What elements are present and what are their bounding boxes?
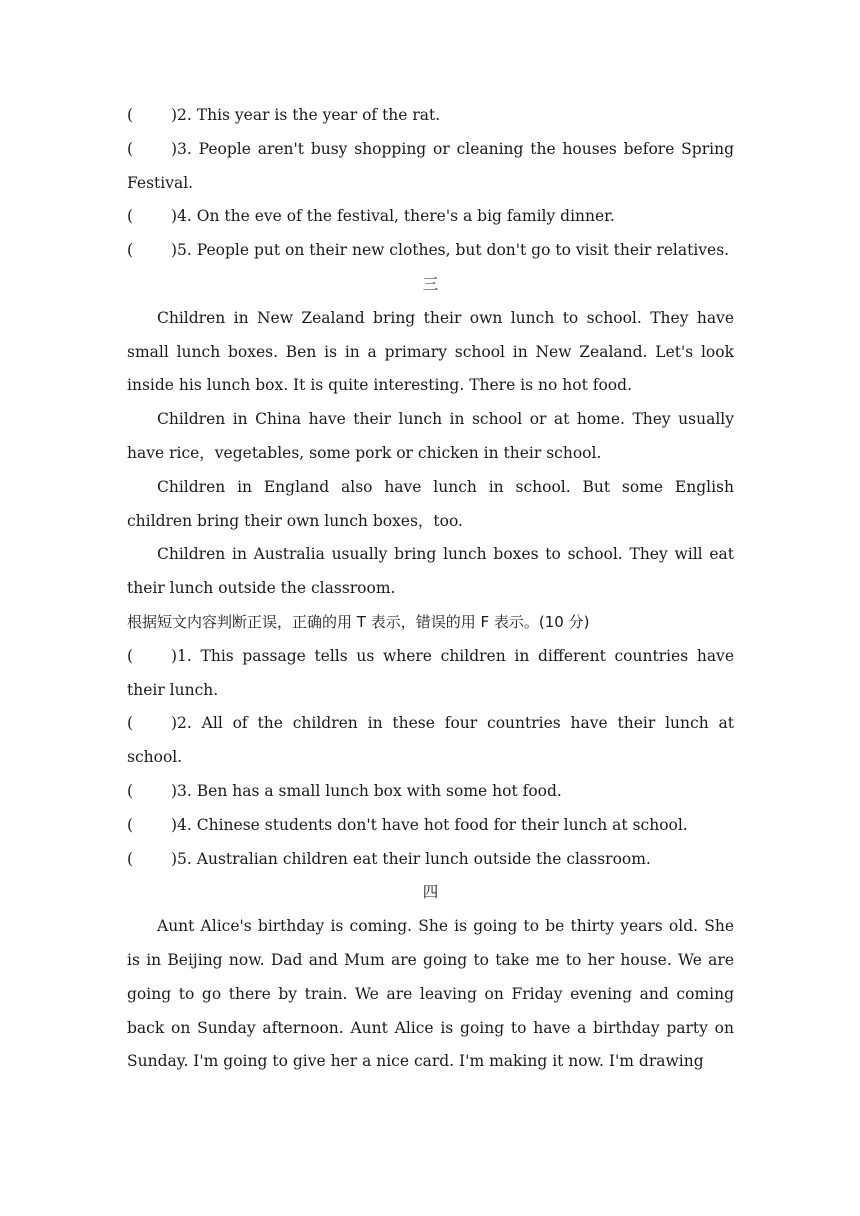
question-item xyxy=(127,843,734,877)
passage-paragraph: Children in China have their lunch in school or at home. They usually have rice，vegetables, some pork or chicken in their school. xyxy=(127,410,734,462)
answer-blank[interactable]: ( xyxy=(127,714,134,733)
passage-paragraph: Aunt Alice's birthday is coming. She is going to be thirty years old. She is in Beijing now. Dad and Mum are going to take me to her house. We are going to go there by train. We are leaving on Friday evening and coming back on Sunday afternoon. Aunt Alice is going to have a birthday party on Sunday. I'm going to give her a nice card. I'm making it now. I'm drawing xyxy=(127,917,734,1071)
question-item xyxy=(127,640,734,708)
question-text: )2. This year is the year of the rat. xyxy=(171,106,441,124)
section-heading: 三 xyxy=(422,274,439,293)
answer-blank[interactable]: ( xyxy=(127,849,134,868)
answer-blank[interactable]: ( xyxy=(127,139,134,158)
question-item xyxy=(127,707,734,775)
question-text: )5. People put on their new clothes, but don't go to visit their relatives. xyxy=(171,241,730,260)
passage-paragraph: Children in England also have lunch in school. But some English children bring their own lunch boxes，too. xyxy=(127,477,734,530)
passage-paragraph: Children in New Zealand bring their own lunch to school. They have small lunch boxes. Ben is in a primary school in New Zealand. Let's look inside his lunch box. It is quite interesting. There is no hot food. xyxy=(127,308,734,395)
answer-blank[interactable]: ( xyxy=(127,207,134,226)
passage-paragraph: Children in Australia usually bring lunch boxes to school. They will eat their lunch outside the classroom. xyxy=(127,545,734,598)
question-text: )1. This passage tells us where children in different countries have their lunch. xyxy=(127,646,734,699)
question-text: )4. Chinese students don't have hot food for their lunch at school. xyxy=(171,815,688,834)
question-item xyxy=(127,133,734,201)
answer-blank[interactable]: ( xyxy=(127,241,134,260)
question-text: )3. People aren't busy shopping or cleaning the houses before Spring Festival. xyxy=(127,139,734,192)
answer-blank[interactable]: ( xyxy=(127,781,134,800)
question-item xyxy=(127,775,734,809)
question-text: )2. All of the children in these four countries have their lunch at school. xyxy=(127,714,734,767)
question-item xyxy=(127,234,734,268)
instruction-text: 根据短文内容判断正误，正确的用 T 表示，错误的用 F 表示。(10 分) xyxy=(127,612,590,631)
answer-blank[interactable]: ( xyxy=(127,106,134,124)
question-text: )5. Australian children eat their lunch outside the classroom. xyxy=(171,849,651,868)
question-item xyxy=(127,200,734,234)
answer-blank[interactable]: ( xyxy=(127,646,134,665)
question-text: )4. On the eve of the festival, there's a big family dinner. xyxy=(171,207,615,226)
answer-blank[interactable]: ( xyxy=(127,815,134,834)
document-content xyxy=(127,99,734,1079)
question-item xyxy=(127,809,734,843)
question-item xyxy=(127,99,734,133)
question-text: )3. Ben has a small lunch box with some hot food. xyxy=(171,781,562,800)
section-heading: 四 xyxy=(422,883,439,902)
